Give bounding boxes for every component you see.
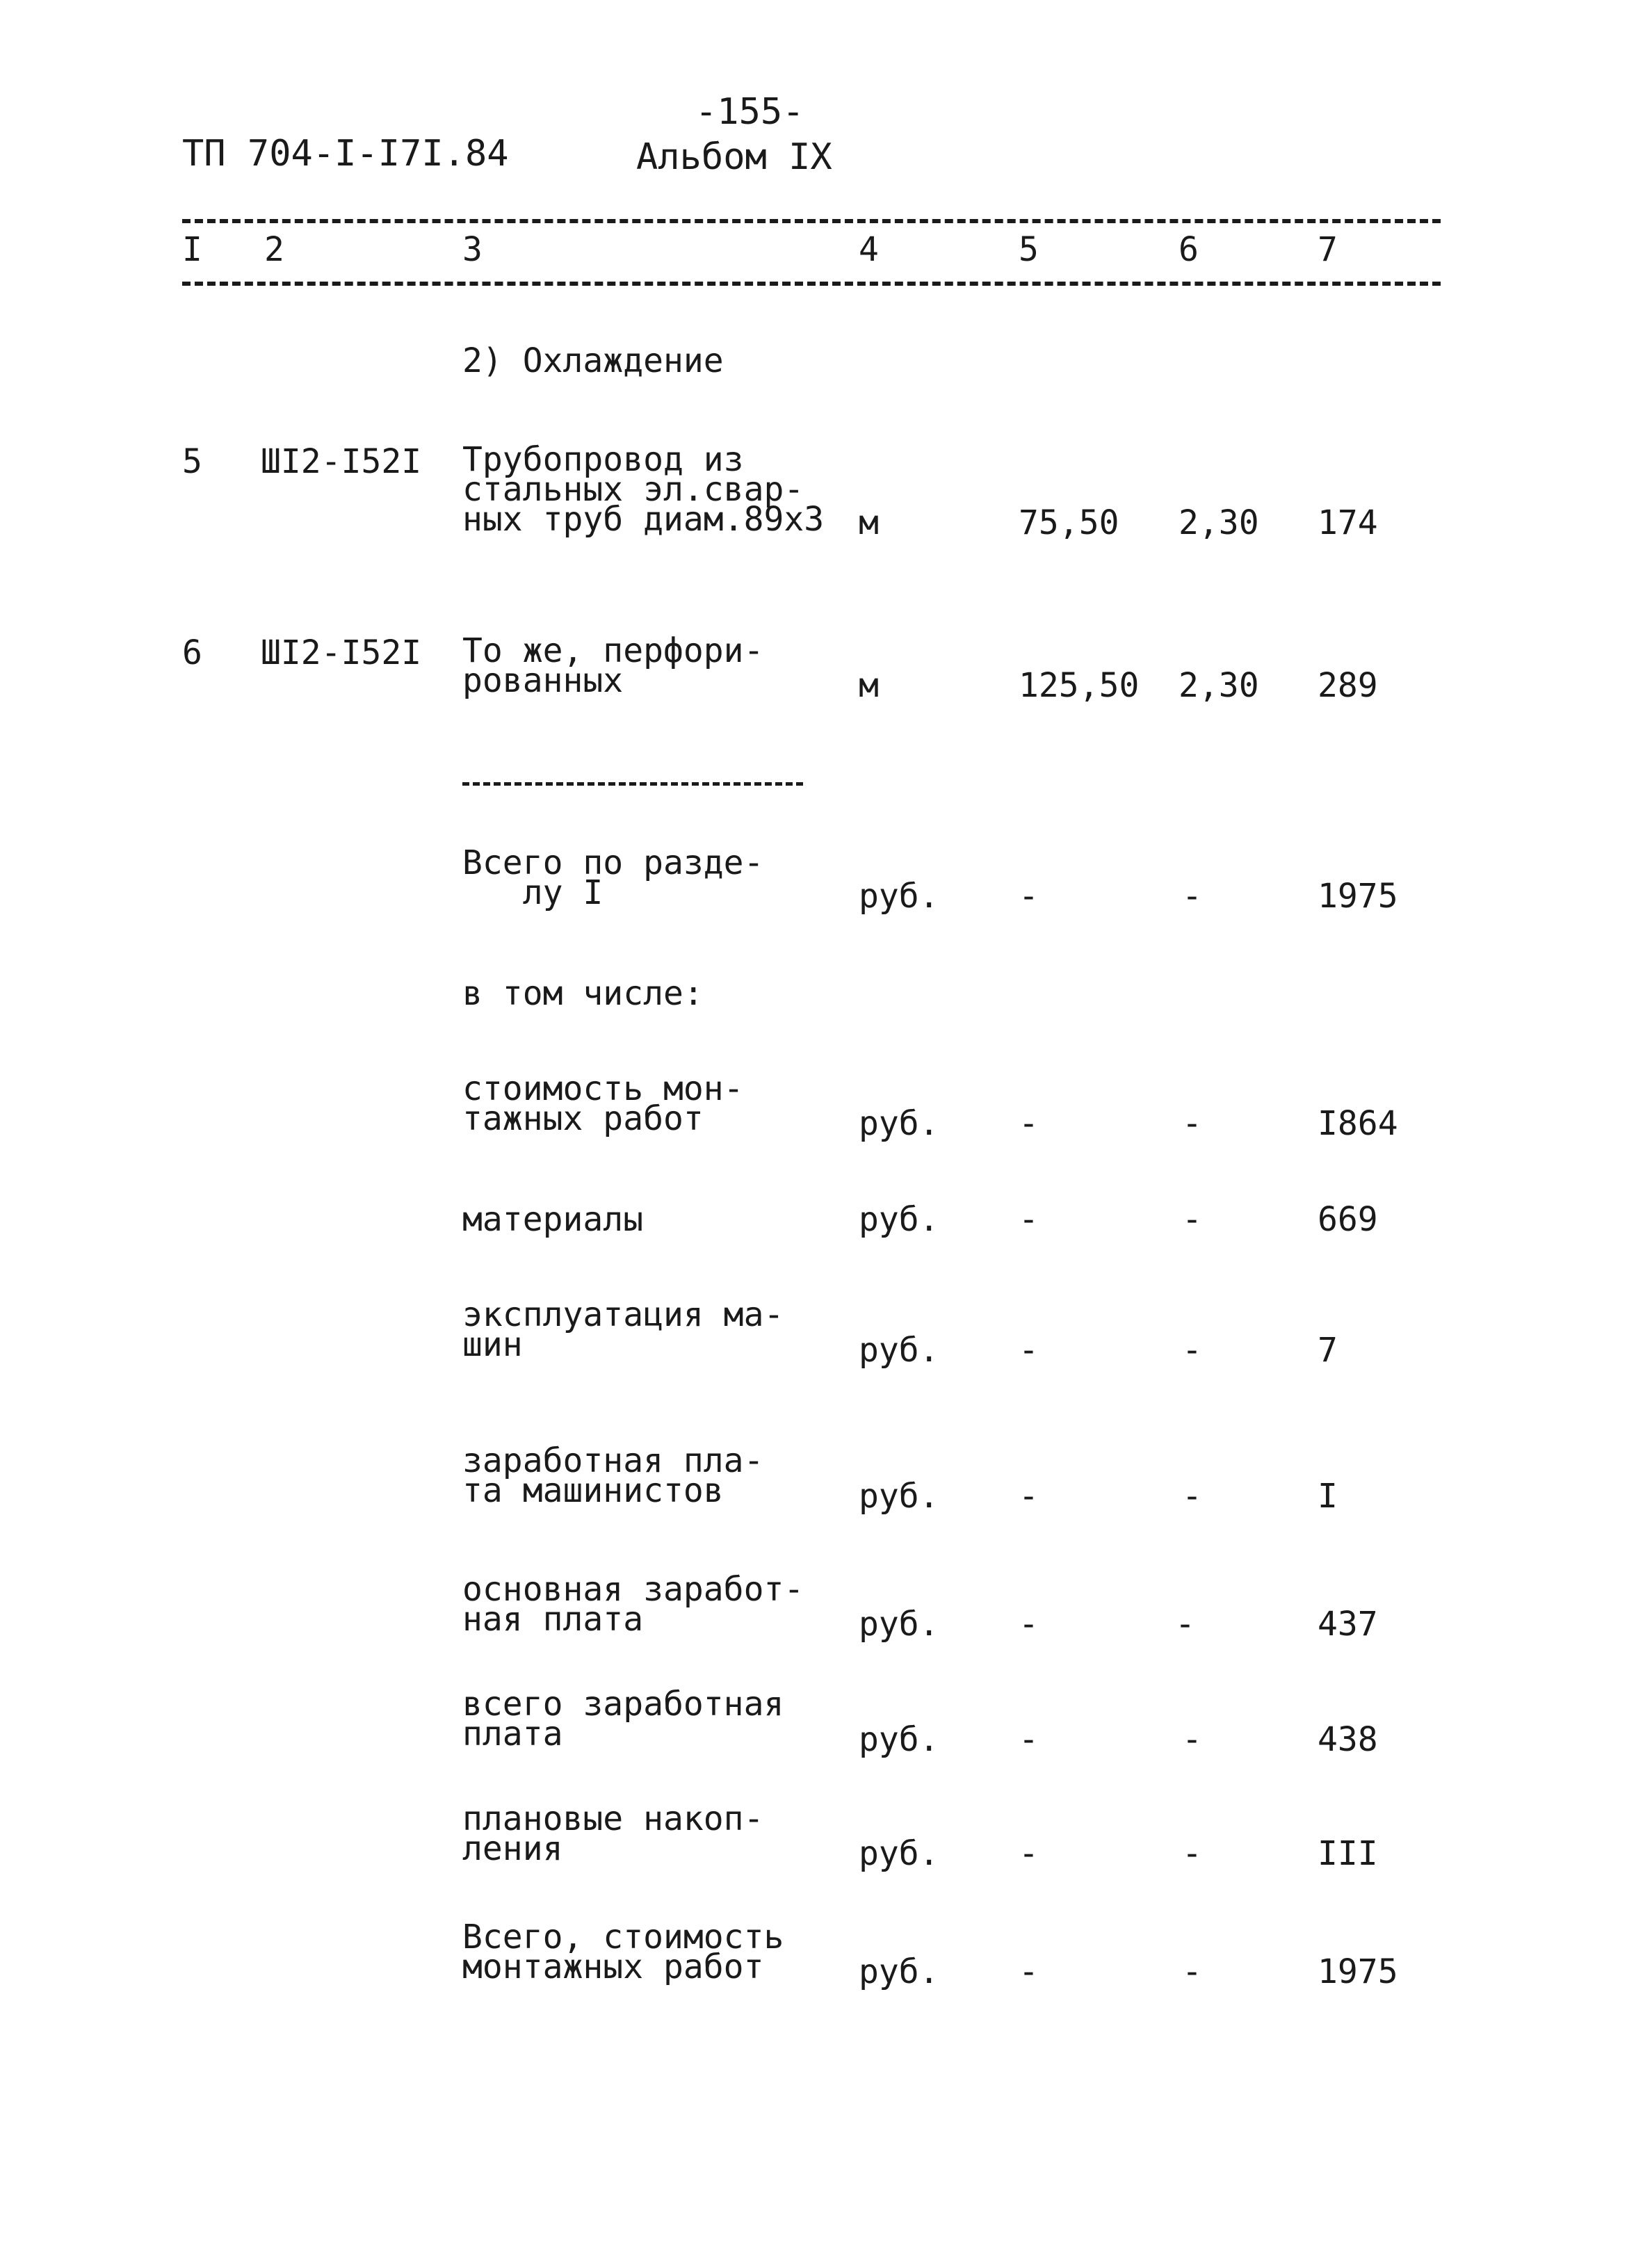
including-label: в том числе: bbox=[462, 974, 704, 1013]
item-name: То же, перфори- рованных bbox=[462, 631, 764, 701]
summary-label: материалы bbox=[462, 1200, 644, 1239]
summary-total: 7 bbox=[1318, 1331, 1338, 1370]
summary-label: всего заработная плата bbox=[462, 1685, 784, 1754]
header-rule-top bbox=[182, 219, 1441, 223]
summary-price: - bbox=[1182, 1104, 1202, 1143]
summary-label: Всего по разде- лу I bbox=[462, 843, 764, 913]
column-header-5: 5 bbox=[1019, 230, 1039, 269]
summary-total: 1975 bbox=[1318, 1952, 1398, 1991]
column-header-4: 4 bbox=[859, 230, 879, 269]
section-title: 2) Охлаждение bbox=[462, 341, 724, 380]
summary-quantity: - bbox=[1019, 1952, 1039, 1991]
summary-label: заработная пла- та машинистов bbox=[462, 1441, 764, 1511]
summary-unit: руб. bbox=[859, 1720, 939, 1759]
item-code: ШI2-I52I bbox=[261, 633, 422, 672]
header-rule-bottom bbox=[182, 282, 1441, 286]
summary-quantity: - bbox=[1019, 1104, 1039, 1143]
summary-quantity: - bbox=[1019, 1331, 1039, 1370]
summary-price: - bbox=[1182, 1834, 1202, 1873]
column-header-3: 3 bbox=[462, 230, 483, 269]
summary-price: - bbox=[1182, 1952, 1202, 1991]
item-unit: м bbox=[859, 503, 879, 542]
summary-total: I bbox=[1318, 1477, 1338, 1516]
summary-label: эксплуатация ма- шин bbox=[462, 1295, 784, 1365]
summary-quantity: - bbox=[1019, 877, 1039, 916]
summary-unit: руб. bbox=[859, 877, 939, 916]
item-code: ШI2-I52I bbox=[261, 442, 422, 481]
column-header-2: 2 bbox=[264, 230, 284, 269]
summary-price: - bbox=[1182, 1477, 1202, 1516]
item-name: Трубопровод из стальных эл.свар- ных труб диам.89х3 bbox=[462, 440, 825, 540]
summary-total: 438 bbox=[1318, 1720, 1378, 1759]
item-number: 5 bbox=[182, 442, 202, 481]
summary-total: 437 bbox=[1318, 1605, 1378, 1644]
summary-price: - bbox=[1182, 1720, 1202, 1759]
summary-quantity: - bbox=[1019, 1720, 1039, 1759]
summary-unit: руб. bbox=[859, 1104, 939, 1143]
summary-price: - bbox=[1175, 1605, 1195, 1644]
page-number: -155- bbox=[695, 91, 804, 133]
summary-total: III bbox=[1318, 1834, 1378, 1873]
summary-unit: руб. bbox=[859, 1200, 939, 1239]
item-price: 2,30 bbox=[1179, 503, 1259, 542]
summary-total: 669 bbox=[1318, 1200, 1378, 1239]
summary-unit: руб. bbox=[859, 1952, 939, 1991]
album-label: Альбом IX bbox=[636, 136, 832, 178]
summary-price: - bbox=[1182, 1200, 1202, 1239]
document-code: ТП 704-I-I7I.84 bbox=[182, 133, 509, 175]
item-quantity: 125,50 bbox=[1019, 666, 1140, 705]
summary-unit: руб. bbox=[859, 1834, 939, 1873]
summary-quantity: - bbox=[1019, 1477, 1039, 1516]
summary-quantity: - bbox=[1019, 1200, 1039, 1239]
item-number: 6 bbox=[182, 633, 202, 672]
summary-unit: руб. bbox=[859, 1331, 939, 1370]
column-header-6: 6 bbox=[1179, 230, 1199, 269]
item-price: 2,30 bbox=[1179, 666, 1259, 705]
summary-total: 1975 bbox=[1318, 877, 1398, 916]
summary-label: Всего, стоимость монтажных работ bbox=[462, 1918, 784, 1987]
column-header-1: I bbox=[182, 230, 202, 269]
summary-unit: руб. bbox=[859, 1605, 939, 1644]
summary-total: I864 bbox=[1318, 1104, 1398, 1143]
summary-label: основная заработ- ная плата bbox=[462, 1570, 804, 1639]
summary-label: стоимость мон- тажных работ bbox=[462, 1069, 744, 1139]
item-unit: м bbox=[859, 666, 879, 705]
item-total: 289 bbox=[1318, 666, 1378, 705]
column-header-7: 7 bbox=[1318, 230, 1338, 269]
summary-price: - bbox=[1182, 877, 1202, 916]
item-total: 174 bbox=[1318, 503, 1378, 542]
summary-unit: руб. bbox=[859, 1477, 939, 1516]
subtotal-separator bbox=[462, 782, 803, 786]
summary-quantity: - bbox=[1019, 1834, 1039, 1873]
summary-quantity: - bbox=[1019, 1605, 1039, 1644]
item-quantity: 75,50 bbox=[1019, 503, 1119, 542]
summary-label: плановые накоп- ления bbox=[462, 1799, 764, 1869]
summary-price: - bbox=[1182, 1331, 1202, 1370]
